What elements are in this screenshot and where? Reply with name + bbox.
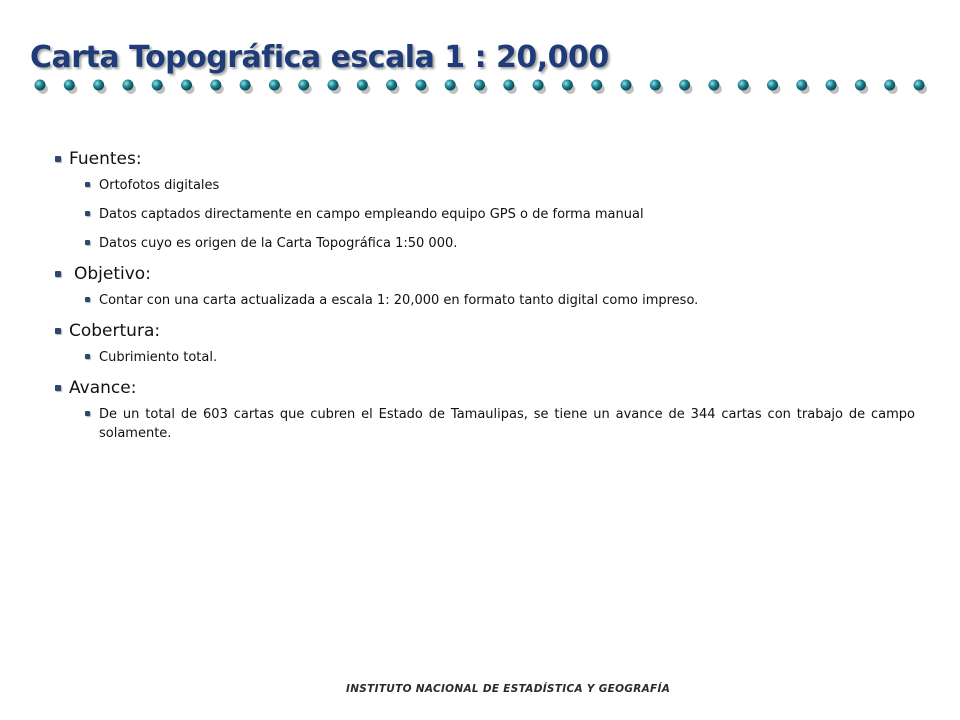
decorative-dot <box>855 80 866 91</box>
section-heading-text: Cobertura: <box>69 321 161 341</box>
decorative-dot <box>210 80 221 91</box>
decorative-dot <box>386 80 397 91</box>
list-item-text: Contar con una carta actualizada a escala 1: 20,000 en formato tanto digital como impreso. <box>99 293 699 308</box>
decorative-dot <box>474 80 485 91</box>
decorative-dot <box>914 80 925 91</box>
square-bullet-icon <box>85 354 90 359</box>
decorative-dot <box>328 80 339 91</box>
decorative-dot <box>767 80 778 91</box>
decorative-dot <box>738 80 749 91</box>
list-item <box>85 291 915 310</box>
square-bullet-icon <box>85 182 90 187</box>
section-heading-text: Objetivo: <box>74 264 151 284</box>
list-item-text: Ortofotos digitales <box>99 178 220 193</box>
decorative-dot <box>357 80 368 91</box>
list-item-text: De un total de 603 cartas que cubren el Estado de Tamaulipas, se tiene un avance de 344 cartas con trabajo de campo solamente. <box>99 407 915 441</box>
decorative-dot <box>650 80 661 91</box>
decorative-dot <box>64 80 75 91</box>
section-heading <box>55 320 915 342</box>
decorative-dot <box>152 80 163 91</box>
decorative-dot <box>298 80 309 91</box>
list-item <box>85 176 915 195</box>
decorative-dot <box>708 80 719 91</box>
decorative-dot <box>533 80 544 91</box>
decorative-dot <box>445 80 456 91</box>
square-bullet-icon <box>55 328 61 334</box>
list-item <box>85 405 915 443</box>
square-bullet-icon <box>85 297 90 302</box>
decorative-dot <box>181 80 192 91</box>
decorative-dot <box>562 80 573 91</box>
section-fuentes <box>55 148 915 253</box>
list-item-text: Datos captados directamente en campo empleando equipo GPS o de forma manual <box>99 207 644 222</box>
decorative-dot-line <box>30 74 940 100</box>
section-avance <box>55 377 915 443</box>
decorative-dot <box>503 80 514 91</box>
decorative-dot <box>796 80 807 91</box>
decorative-dot <box>591 80 602 91</box>
content-body <box>55 148 915 453</box>
decorative-dot <box>269 80 280 91</box>
section-objetivo <box>55 263 915 310</box>
list-item <box>85 348 915 367</box>
decorative-dot <box>93 80 104 91</box>
decorative-dot <box>122 80 133 91</box>
decorative-dot <box>415 80 426 91</box>
square-bullet-icon <box>55 271 61 277</box>
page-title: Carta Topográfica escala 1 : 20,000 <box>30 40 609 75</box>
decorative-dot <box>884 80 895 91</box>
square-bullet-icon <box>85 240 90 245</box>
decorative-dot <box>826 80 837 91</box>
footer-institution: INSTITUTO NACIONAL DE ESTADÍSTICA Y GEOGRAFÍA <box>346 683 671 695</box>
list-item-text: Datos cuyo es origen de la Carta Topográfica 1:50 000. <box>99 236 458 251</box>
section-heading <box>55 377 915 399</box>
decorative-dot <box>679 80 690 91</box>
list-item <box>85 234 915 253</box>
section-heading <box>55 263 915 285</box>
section-heading-text: Fuentes: <box>69 149 142 169</box>
section-cobertura <box>55 320 915 367</box>
section-heading-text: Avance: <box>69 378 137 398</box>
square-bullet-icon <box>55 156 61 162</box>
square-bullet-icon <box>85 411 90 416</box>
section-heading <box>55 148 915 170</box>
square-bullet-icon <box>55 385 61 391</box>
decorative-dot <box>35 80 46 91</box>
list-item <box>85 205 915 224</box>
decorative-dot <box>240 80 251 91</box>
list-item-text: Cubrimiento total. <box>99 350 218 365</box>
square-bullet-icon <box>85 211 90 216</box>
decorative-dot <box>621 80 632 91</box>
